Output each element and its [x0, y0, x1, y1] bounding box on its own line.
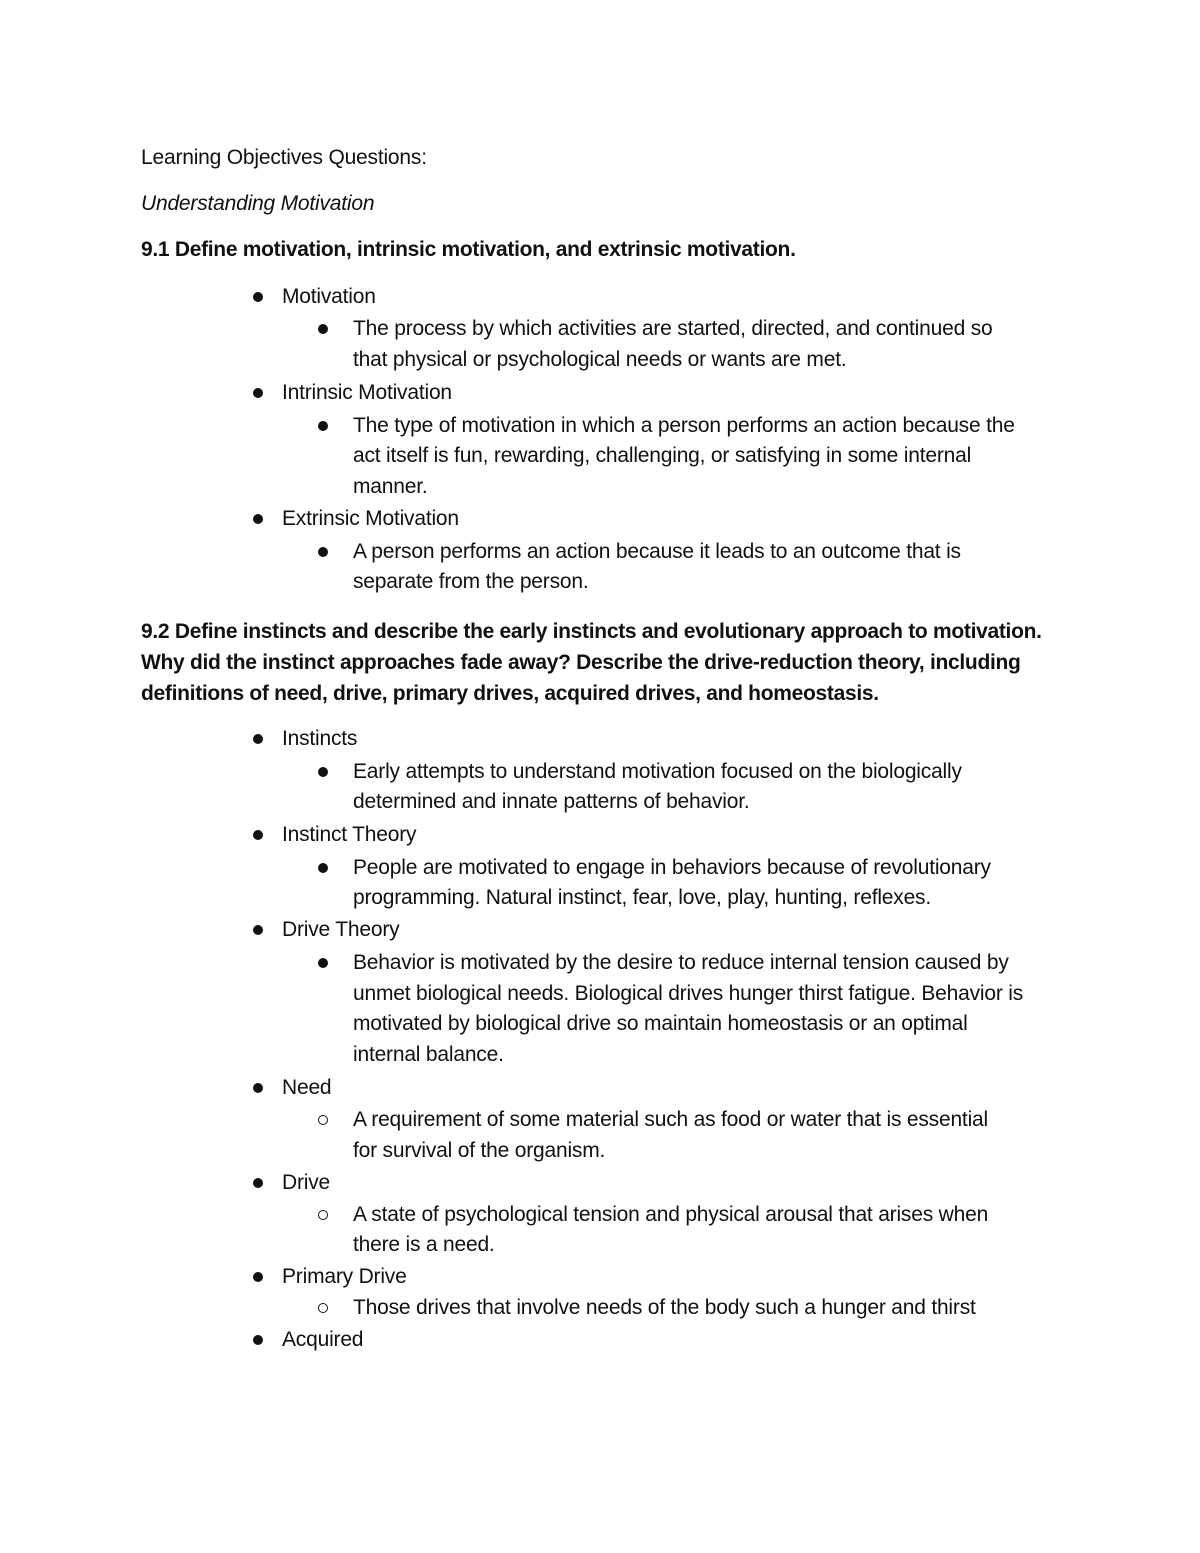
section-heading-9-2: Why did the instinct approaches fade away? Describe the drive-reduction theory, including [141, 651, 1021, 674]
definition-line: People are motivated to engage in behaviors because of revolutionary [353, 856, 991, 879]
hollow-bullet-icon [318, 1115, 328, 1125]
bullet-icon [318, 767, 328, 777]
definition-line: Behavior is motivated by the desire to reduce internal tension caused by [353, 951, 1009, 974]
bullet-icon [318, 421, 328, 431]
bullet-icon [318, 863, 328, 873]
definition-line: A requirement of some material such as food or water that is essential [353, 1108, 988, 1131]
bullet-icon [253, 1272, 263, 1282]
section-heading-9-1: 9.1 Define motivation, intrinsic motivation, and extrinsic motivation. [141, 238, 796, 261]
hollow-bullet-icon [318, 1303, 328, 1313]
bullet-icon [318, 324, 328, 334]
bullet-icon [253, 292, 263, 302]
bullet-icon [253, 1083, 263, 1093]
term-instincts: Instincts [282, 727, 358, 750]
hollow-bullet-icon [318, 1210, 328, 1220]
document-subtitle: Understanding Motivation [141, 192, 375, 215]
definition-line: internal balance. [353, 1043, 504, 1066]
term-primary-drive: Primary Drive [282, 1265, 407, 1288]
definition-line: The process by which activities are started, directed, and continued so [353, 317, 993, 340]
bullet-icon [253, 734, 263, 744]
bullet-icon [253, 1178, 263, 1188]
section-heading-9-2: 9.2 Define instincts and describe the early instincts and evolutionary approach to motivation. [141, 620, 1042, 643]
bullet-icon [253, 388, 263, 398]
section-heading-9-2: definitions of need, drive, primary drives, acquired drives, and homeostasis. [141, 682, 879, 705]
bullet-icon [253, 1335, 263, 1345]
definition-line: A state of psychological tension and physical arousal that arises when [353, 1203, 989, 1226]
bullet-icon [318, 958, 328, 968]
term-extrinsic-motivation: Extrinsic Motivation [282, 507, 459, 530]
definition-line: programming. Natural instinct, fear, love, play, hunting, reflexes. [353, 886, 931, 909]
definition-line: Those drives that involve needs of the body such a hunger and thirst [353, 1296, 976, 1319]
bullet-icon [253, 925, 263, 935]
term-motivation: Motivation [282, 285, 376, 308]
bullet-icon [253, 830, 263, 840]
definition-line: there is a need. [353, 1233, 495, 1256]
definition-line: separate from the person. [353, 570, 589, 593]
definition-line: motivated by biological drive so maintain homeostasis or an optimal [353, 1012, 968, 1035]
definition-line: for survival of the organism. [353, 1139, 606, 1162]
definition-line: determined and innate patterns of behavior. [353, 790, 750, 813]
definition-line: manner. [353, 475, 428, 498]
bullet-icon [253, 514, 263, 524]
term-intrinsic-motivation: Intrinsic Motivation [282, 381, 452, 404]
definition-line: A person performs an action because it leads to an outcome that is [353, 540, 961, 563]
term-instinct-theory: Instinct Theory [282, 823, 417, 846]
document-title: Learning Objectives Questions: [141, 146, 427, 169]
definition-line: that physical or psychological needs or wants are met. [353, 348, 847, 371]
term-drive: Drive [282, 1171, 331, 1194]
definition-line: act itself is fun, rewarding, challenging, or satisfying in some internal [353, 444, 972, 467]
term-need: Need [282, 1076, 332, 1099]
definition-line: unmet biological needs. Biological drives hunger thirst fatigue. Behavior is [353, 982, 1024, 1005]
definition-line: Early attempts to understand motivation focused on the biologically [353, 760, 962, 783]
term-drive-theory: Drive Theory [282, 918, 400, 941]
bullet-icon [318, 547, 328, 557]
definition-line: The type of motivation in which a person performs an action because the [353, 414, 1015, 437]
term-acquired: Acquired [282, 1328, 364, 1351]
